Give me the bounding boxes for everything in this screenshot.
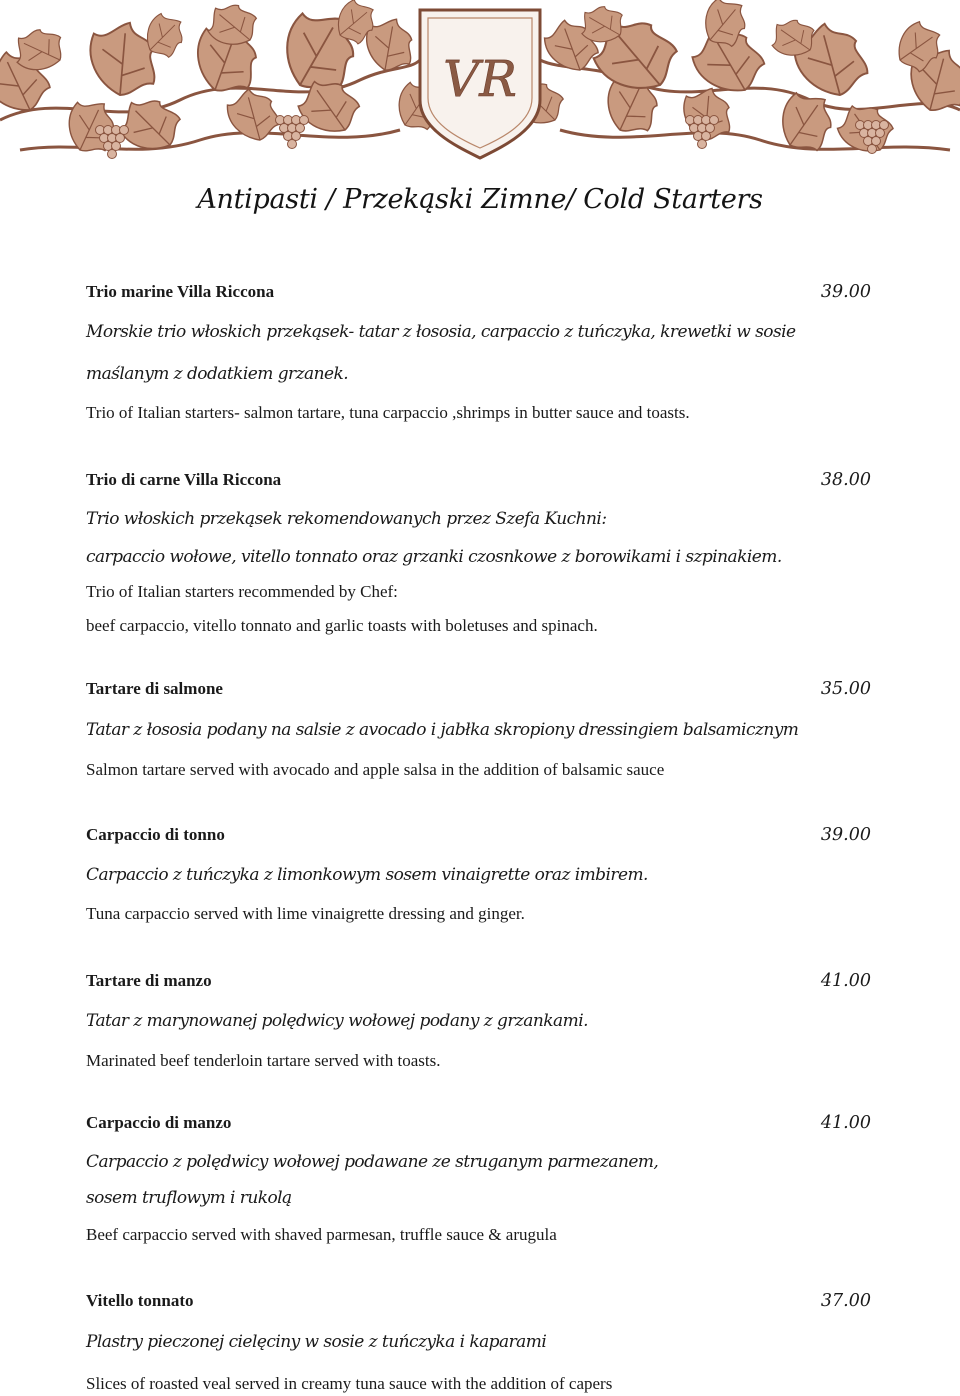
dish-name: Trio di carne Villa Riccona: [86, 470, 282, 489]
description-polish: Trio włoskich przekąsek rekomendowanych przez Szefa Kuchni:: [86, 509, 607, 529]
vine-banner-ornament: [0, 0, 960, 180]
dish-name: Tartare di manzo: [86, 971, 212, 990]
description-english: Marinated beef tenderloin tartare served with toasts.: [86, 1051, 441, 1070]
description-english: Trio of Italian starters- salmon tartare, tuna carpaccio ,shrimps in butter sauce and toasts.: [86, 403, 690, 422]
description-polish: Carpaccio z tuńczyka z limonkowym sosem vinaigrette oraz imbirem.: [86, 865, 648, 885]
description-polish: Carpaccio z polędwicy wołowej podawane ze struganym parmezanem,: [86, 1152, 659, 1172]
page-title: Antipasti / Przekąski Zimne/ Cold Starters: [197, 184, 763, 215]
description-polish: Tatar z marynowanej polędwicy wołowej podany z grzankami.: [86, 1011, 588, 1031]
description-english: beef carpaccio, vitello tonnato and garlic toasts with boletuses and spinach.: [86, 616, 598, 635]
dish-price: 39.00: [820, 282, 871, 302]
dish-name: Carpaccio di tonno: [86, 825, 225, 844]
dish-name: Vitello tonnato: [86, 1291, 194, 1310]
description-english: Beef carpaccio served with shaved parmesan, truffle sauce & arugula: [86, 1225, 557, 1244]
description-polish: sosem truflowym i rukolą: [86, 1188, 292, 1208]
monogram-text: VR: [443, 50, 517, 108]
monogram-shield: [420, 10, 540, 158]
description-polish: carpaccio wołowe, vitello tonnato oraz grzanki czosnkowe z borowikami i szpinakiem.: [86, 547, 782, 567]
dish-price: 37.00: [820, 1291, 871, 1311]
dish-name: Tartare di salmone: [86, 679, 223, 698]
dish-name: Trio marine Villa Riccona: [86, 282, 275, 301]
description-polish: Morskie trio włoskich przekąsek- tatar z łososia, carpaccio z tuńczyka, krewetki w sosie: [86, 322, 796, 342]
description-english: Tuna carpaccio served with lime vinaigrette dressing and ginger.: [86, 904, 525, 923]
dish-price: 39.00: [820, 825, 871, 845]
description-english: Trio of Italian starters recommended by Chef:: [86, 582, 398, 601]
description-english: Salmon tartare served with avocado and apple salsa in the addition of balsamic sauce: [86, 760, 665, 779]
dish-price: 38.00: [820, 470, 871, 490]
description-polish: Tatar z łososia podany na salsie z avocado i jabłka skropiony dressingiem balsamicznym: [86, 720, 799, 740]
description-english: Slices of roasted veal served in creamy tuna sauce with the addition of capers: [86, 1374, 613, 1393]
dish-name: Carpaccio di manzo: [86, 1113, 232, 1132]
description-polish: Plastry pieczonej cielęciny w sosie z tuńczyka i kaparami: [86, 1332, 547, 1352]
description-polish: maślanym z dodatkiem grzanek.: [86, 364, 349, 384]
dish-price: 41.00: [820, 971, 871, 991]
dish-price: 35.00: [820, 679, 871, 699]
dish-price: 41.00: [820, 1113, 871, 1133]
